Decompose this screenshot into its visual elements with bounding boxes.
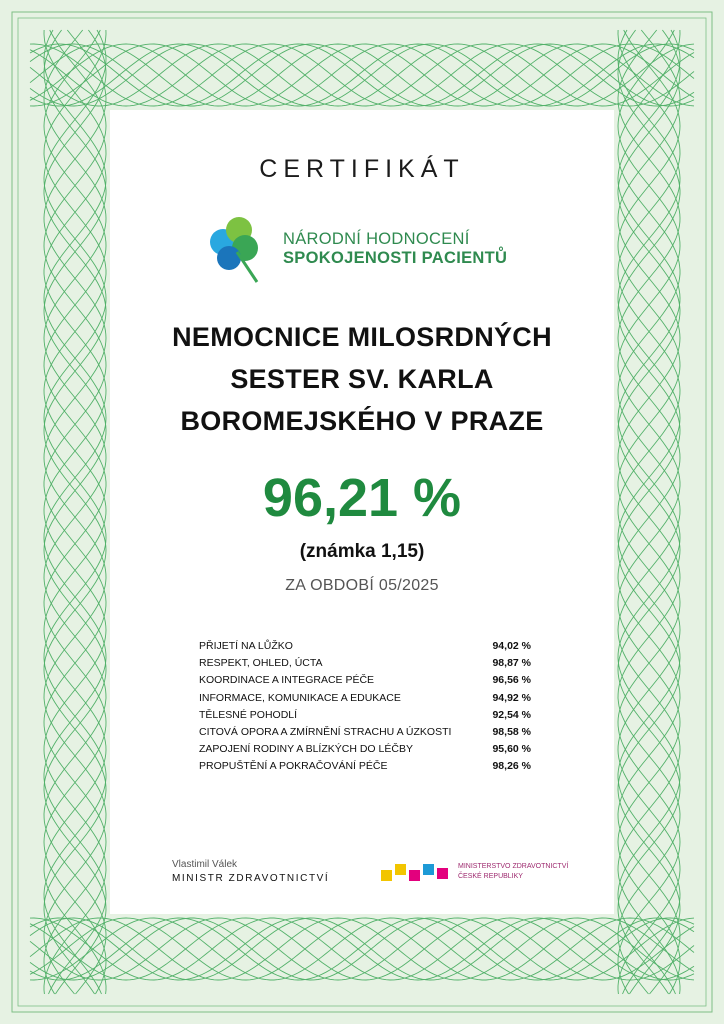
metric-value: 96,56 %: [492, 674, 531, 687]
metrics-list: [199, 640, 531, 778]
program-name-line1: NÁRODNÍ HODNOCENÍ: [283, 230, 470, 248]
hospital-name-line: NEMOCNICE MILOSRDNÝCH: [172, 322, 552, 352]
metric-label: KOORDINACE A INTEGRACE PÉČE: [199, 674, 375, 687]
metric-label: ZAPOJENÍ RODINY A BLÍZKÝCH DO LÉČBY: [199, 743, 413, 756]
signatory-name: Vlastimil Válek: [172, 859, 238, 870]
metric-row: [199, 760, 531, 777]
ministry-name-line2: ČESKÉ REPUBLIKY: [458, 873, 523, 880]
metric-row: [199, 726, 531, 743]
grade: (známka 1,15): [299, 541, 425, 562]
metric-value: 95,60 %: [492, 743, 531, 756]
metric-value: 92,54 %: [492, 708, 531, 721]
metric-label: CITOVÁ OPORA A ZMÍRNĚNÍ STRACHU A ÚZKOSTI: [199, 725, 452, 738]
metric-label: INFORMACE, KOMUNIKACE A EDUKACE: [199, 691, 401, 704]
metric-value: 98,87 %: [492, 657, 531, 670]
metric-label: RESPEKT, OHLED, ÚCTA: [199, 657, 323, 670]
metric-row: [199, 692, 531, 709]
metric-label: TĚLESNÉ POHODLÍ: [199, 708, 298, 721]
hospital-name-line: SESTER SV. KARLA: [230, 364, 494, 394]
certificate-title: CERTIFIKÁT: [259, 155, 465, 183]
metric-row: [199, 743, 531, 760]
metric-row: [199, 640, 531, 657]
ministry-name-line1: MINISTERSTVO ZDRAVOTNICTVÍ: [458, 863, 569, 870]
signatory-title: MINISTR ZDRAVOTNICTVÍ: [172, 873, 330, 884]
program-name-line2: SPOKOJENOSTI PACIENTŮ: [283, 249, 508, 267]
hospital-name: [0, 316, 724, 442]
mzcr-logo-icon: [381, 862, 451, 882]
metric-label: PŘIJETÍ NA LŮŽKO: [199, 640, 293, 652]
metric-row: [199, 674, 531, 691]
metric-value: 94,02 %: [492, 640, 531, 652]
metric-row: [199, 657, 531, 674]
metric-value: 94,92 %: [492, 691, 531, 704]
overall-score: 96,21 %: [262, 468, 462, 528]
metric-value: 98,58 %: [492, 725, 531, 738]
metric-label: PROPUŠTĚNÍ A POKRAČOVÁNÍ PÉČE: [199, 760, 388, 773]
metric-row: [199, 709, 531, 726]
hospital-name-line: BOROMEJSKÉHO V PRAZE: [180, 406, 544, 436]
period: ZA OBDOBÍ 05/2025: [285, 577, 439, 594]
metric-value: 98,26 %: [492, 760, 531, 773]
